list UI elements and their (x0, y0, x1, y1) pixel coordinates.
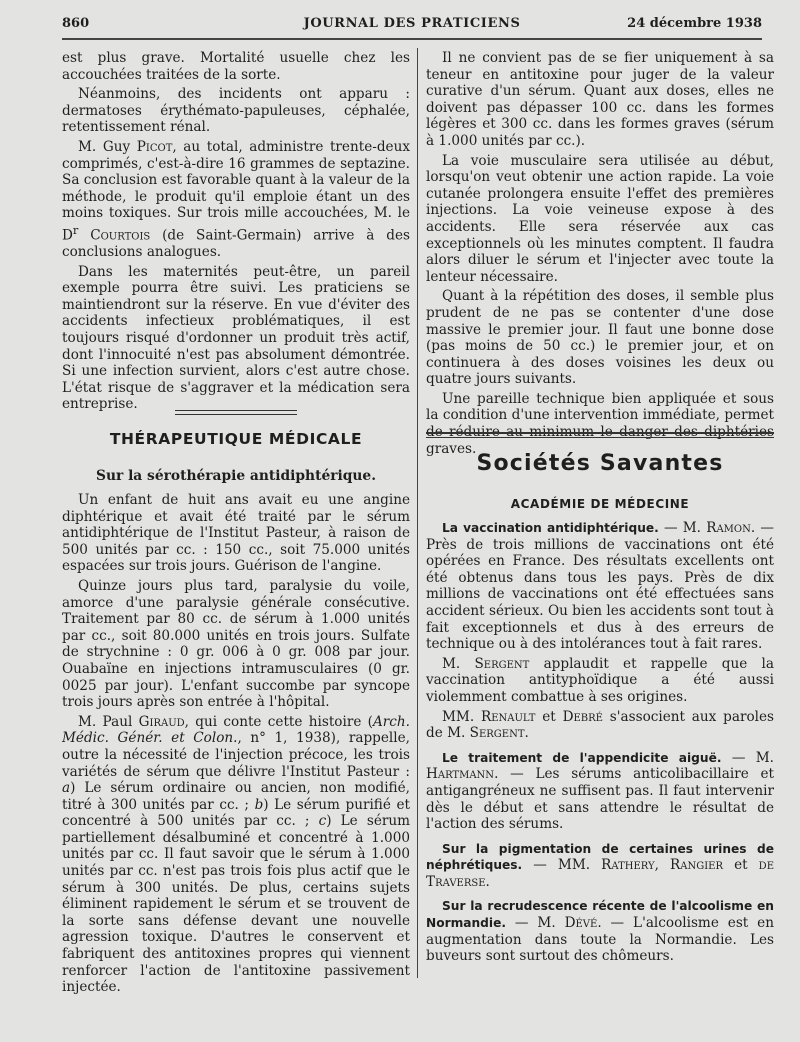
paragraph: Il ne convient pas de se fier uniquement à sa teneur en antitoxine pour juger de la valeur curative d'un sérum. Quant aux doses, elles ne doivent pas dépasser 100 cc. dans les formes légères et 300 cc. dans les formes graves (sérum à 1.000 unités par cc.). (426, 50, 774, 149)
academie-heading: ACADÉMIE DE MÉDECINE (510, 497, 690, 511)
right-column-top (426, 50, 774, 460)
text: M. (442, 655, 461, 672)
author-name: Giraud (138, 713, 185, 730)
paragraph: Un enfant de huit ans avait eu une angine diphtérique et avait été traité par le sérum antidiphtérique de l'Institut Pasteur, à raison de 500 unités par cc. : 150 cc., soit 75.000 unités espacées sur trois jours. Guérison de l'angine. (62, 492, 410, 575)
text: ) Le sérum purifié et concentré à 500 unités par cc. ; (62, 796, 410, 830)
text: M. Paul (78, 713, 133, 730)
article-subheading: Sur la sérothérapie antidiphtérique. (96, 468, 376, 484)
text: , n° 1, 1938), rappelle, outre la nécessité de l'injection précoce, les trois variétés de sérum que délivre l'Institut Pasteur : (62, 730, 410, 780)
author-name: Sergent (474, 655, 530, 672)
report-title: Le traitement de l'appendicite aiguë. (442, 750, 722, 765)
report-paragraph (426, 841, 774, 891)
paragraph: Quant à la répétition des doses, il semble plus prudent de ne pas se contenter d'une dose massive le premier jour. Il faut une bonne dose (pas moins de 50 cc.) le premier jour, et on continuera à des doses voisines les deux ou quatre jours suivants. (426, 288, 774, 388)
page-header (62, 16, 762, 38)
list-marker: c (318, 813, 327, 830)
report-title: Sur la recrudescence récente de l'alcoolisme en Normandie. (426, 899, 774, 931)
paragraph: est plus grave. Mortalité usuelle chez les accouchées traitées de la sorte. (62, 50, 410, 83)
section-title: THÉRAPEUTIQUE MÉDICALE (109, 430, 363, 448)
list-marker: a (62, 780, 71, 797)
paragraph: La voie musculaire sera utilisée au début, lorsqu'on veut obtenir une action rapide. La voie cutanée prolongera ensuite l'effet des premières injections. La voie veineuse expose à des accidents. Elle sera réservée aux cas exceptionnels où les minutes comptent. Il faudra alors diluer le sérum et l'injecter avec toute la lenteur nécessaire. (426, 152, 774, 285)
text: , au total, administre trente-deux comprimés, c'est-à-dire 16 grammes de septazine. Sa conclusion est favorable quant à la valeur de la méthode, le produit qu'il emploie étant un des moins toxiques. Sur trois mille accouchées, M. le D (62, 138, 410, 244)
author-name: Rathery (601, 857, 655, 874)
section-separator (426, 432, 774, 438)
text: MM. (442, 708, 475, 725)
text: s'associent aux paroles de M. (426, 708, 774, 742)
paragraph (62, 714, 410, 996)
issue-date: 24 décembre 1938 (627, 16, 762, 31)
text: . — Les sérums anticolibacillaire et antigangréneux ne suffisent pas. Il faut intervenir dès le début et sans attendre le résultat de l'action des sérums. (426, 766, 774, 833)
report-title: La vaccination antidiphtérique. (442, 521, 659, 535)
paragraph (426, 709, 774, 742)
paragraph (426, 656, 774, 706)
text: (de Saint-Germain) arrive à des conclusions analogues. (62, 227, 410, 261)
report-paragraph (426, 898, 774, 964)
left-column-top (62, 50, 410, 416)
header-rule (62, 38, 762, 40)
text: et (723, 857, 759, 874)
author-name: Debré (562, 708, 603, 725)
paragraph (62, 139, 410, 261)
superscript: r (72, 222, 79, 237)
report-paragraph (426, 750, 774, 833)
text: . (485, 873, 490, 890)
text: M. Guy (78, 138, 131, 155)
author-name: Renault (481, 708, 536, 725)
column-divider (417, 48, 418, 978)
text: . — L'alcoolisme est en augmentation dans toute la Normandie. Les buveurs sont surtout des chômeurs. (426, 915, 774, 965)
page-number: 860 (62, 16, 90, 31)
text: applaudit et rappelle que la vaccination antityphoïdique a été aussi violemment combattue à ses origines. (426, 655, 774, 705)
text: ) Le sérum ordinaire ou ancien, non modifié, titré à 300 unités par cc. ; (62, 780, 410, 813)
author-name: Ramon (706, 520, 751, 536)
text: , (654, 857, 671, 874)
text: . — Près de trois millions de vaccinations ont été opérées en France. Des résultats excellents ont été obtenus dans tous les pays. Près de dix millions de vaccinations ont été effectuées sans accident sérieux. Ou bien les accidents sont tout à fait exceptionnels et dus à des erreurs de technique ou à des intolérances tout à fait rares. (426, 520, 774, 653)
report-paragraph (426, 520, 774, 653)
text: et (535, 708, 563, 725)
author-name: de Traverse (426, 857, 774, 890)
report-title: Sur la pigmentation de certaines urines de néphrétiques. (426, 841, 774, 873)
author-name: Rangier (670, 857, 723, 874)
text: ) Le sérum partiellement désalbuminé et concentré à 1.000 unités par cc. Il faut savoir que le sérum à 1.000 unités par cc. n'est pas trois fois plus actif que le sérum à 300 unités. De plus, certains sujets éliminent rapidement le sérum et se trouvent de la sorte sans défense devant une nouvelle agression toxique. D'autres le conservent et fabriquent des antitoxines propres qui viennent renforcer l'action de l'antitoxine passivement injectée. (62, 813, 411, 996)
right-column-bottom (426, 520, 774, 968)
journal-title: JOURNAL DES PRATICIENS (303, 16, 521, 31)
text: — M. (658, 520, 707, 536)
paragraph: Dans les maternités peut-être, un pareil exemple pourra être suivi. Les praticiens se maintiendront sur la réserve. En vue d'éviter des accidents infectieux problématiques, il est toujours risqué d'ordonner un produit très actif, dont l'innocuité n'est pas absolument démontrée. Si une infection survient, alors c'est autre chose. L'état risque de s'aggraver et la médication sera entreprise. (62, 263, 410, 413)
paragraph: Néanmoins, des incidents ont apparu : dermatoses érythémato-papuleuses, céphalée, retentissement rénal. (62, 86, 410, 136)
paragraph: Quinze jours plus tard, paralysie du voile, amorce d'une paralysie générale consécutive. Traitement par 80 cc. de sérum à 1.000 unités par cc., soit 80.000 unités en trois jours. Sulfate de strychnine : 0 gr. 006 à 0 gr. 008 par jour. Ouabaïne en injections intramusculaires (0 gr. 0025 par jour). L'enfant succombe par syncope trois jours après son entrée à l'hôpital. (62, 577, 410, 711)
journal-reference: Arch. Médic. Génér. et Colon. (62, 713, 410, 747)
text: — MM. (522, 857, 602, 874)
text: — M. (721, 749, 774, 766)
author-name: Courtois (90, 227, 151, 244)
left-column-bottom (62, 492, 410, 999)
list-marker: b (254, 796, 264, 813)
author-name: Dévé (564, 915, 598, 932)
author-name: Hartmann (426, 766, 495, 783)
societes-savantes-title: Sociétés Savantes (476, 451, 724, 476)
section-separator (175, 410, 297, 415)
author-name: Picot (136, 138, 173, 155)
text: . (524, 725, 529, 742)
text: , qui conte cette histoire ( (184, 713, 373, 730)
author-name: Sergent (469, 725, 525, 742)
paragraph: Une pareille technique bien appliquée et sous la condition d'une intervention immédiate, permet de réduire au minimum le danger des diphtéries graves. (426, 390, 774, 457)
text: — M. (505, 915, 565, 932)
